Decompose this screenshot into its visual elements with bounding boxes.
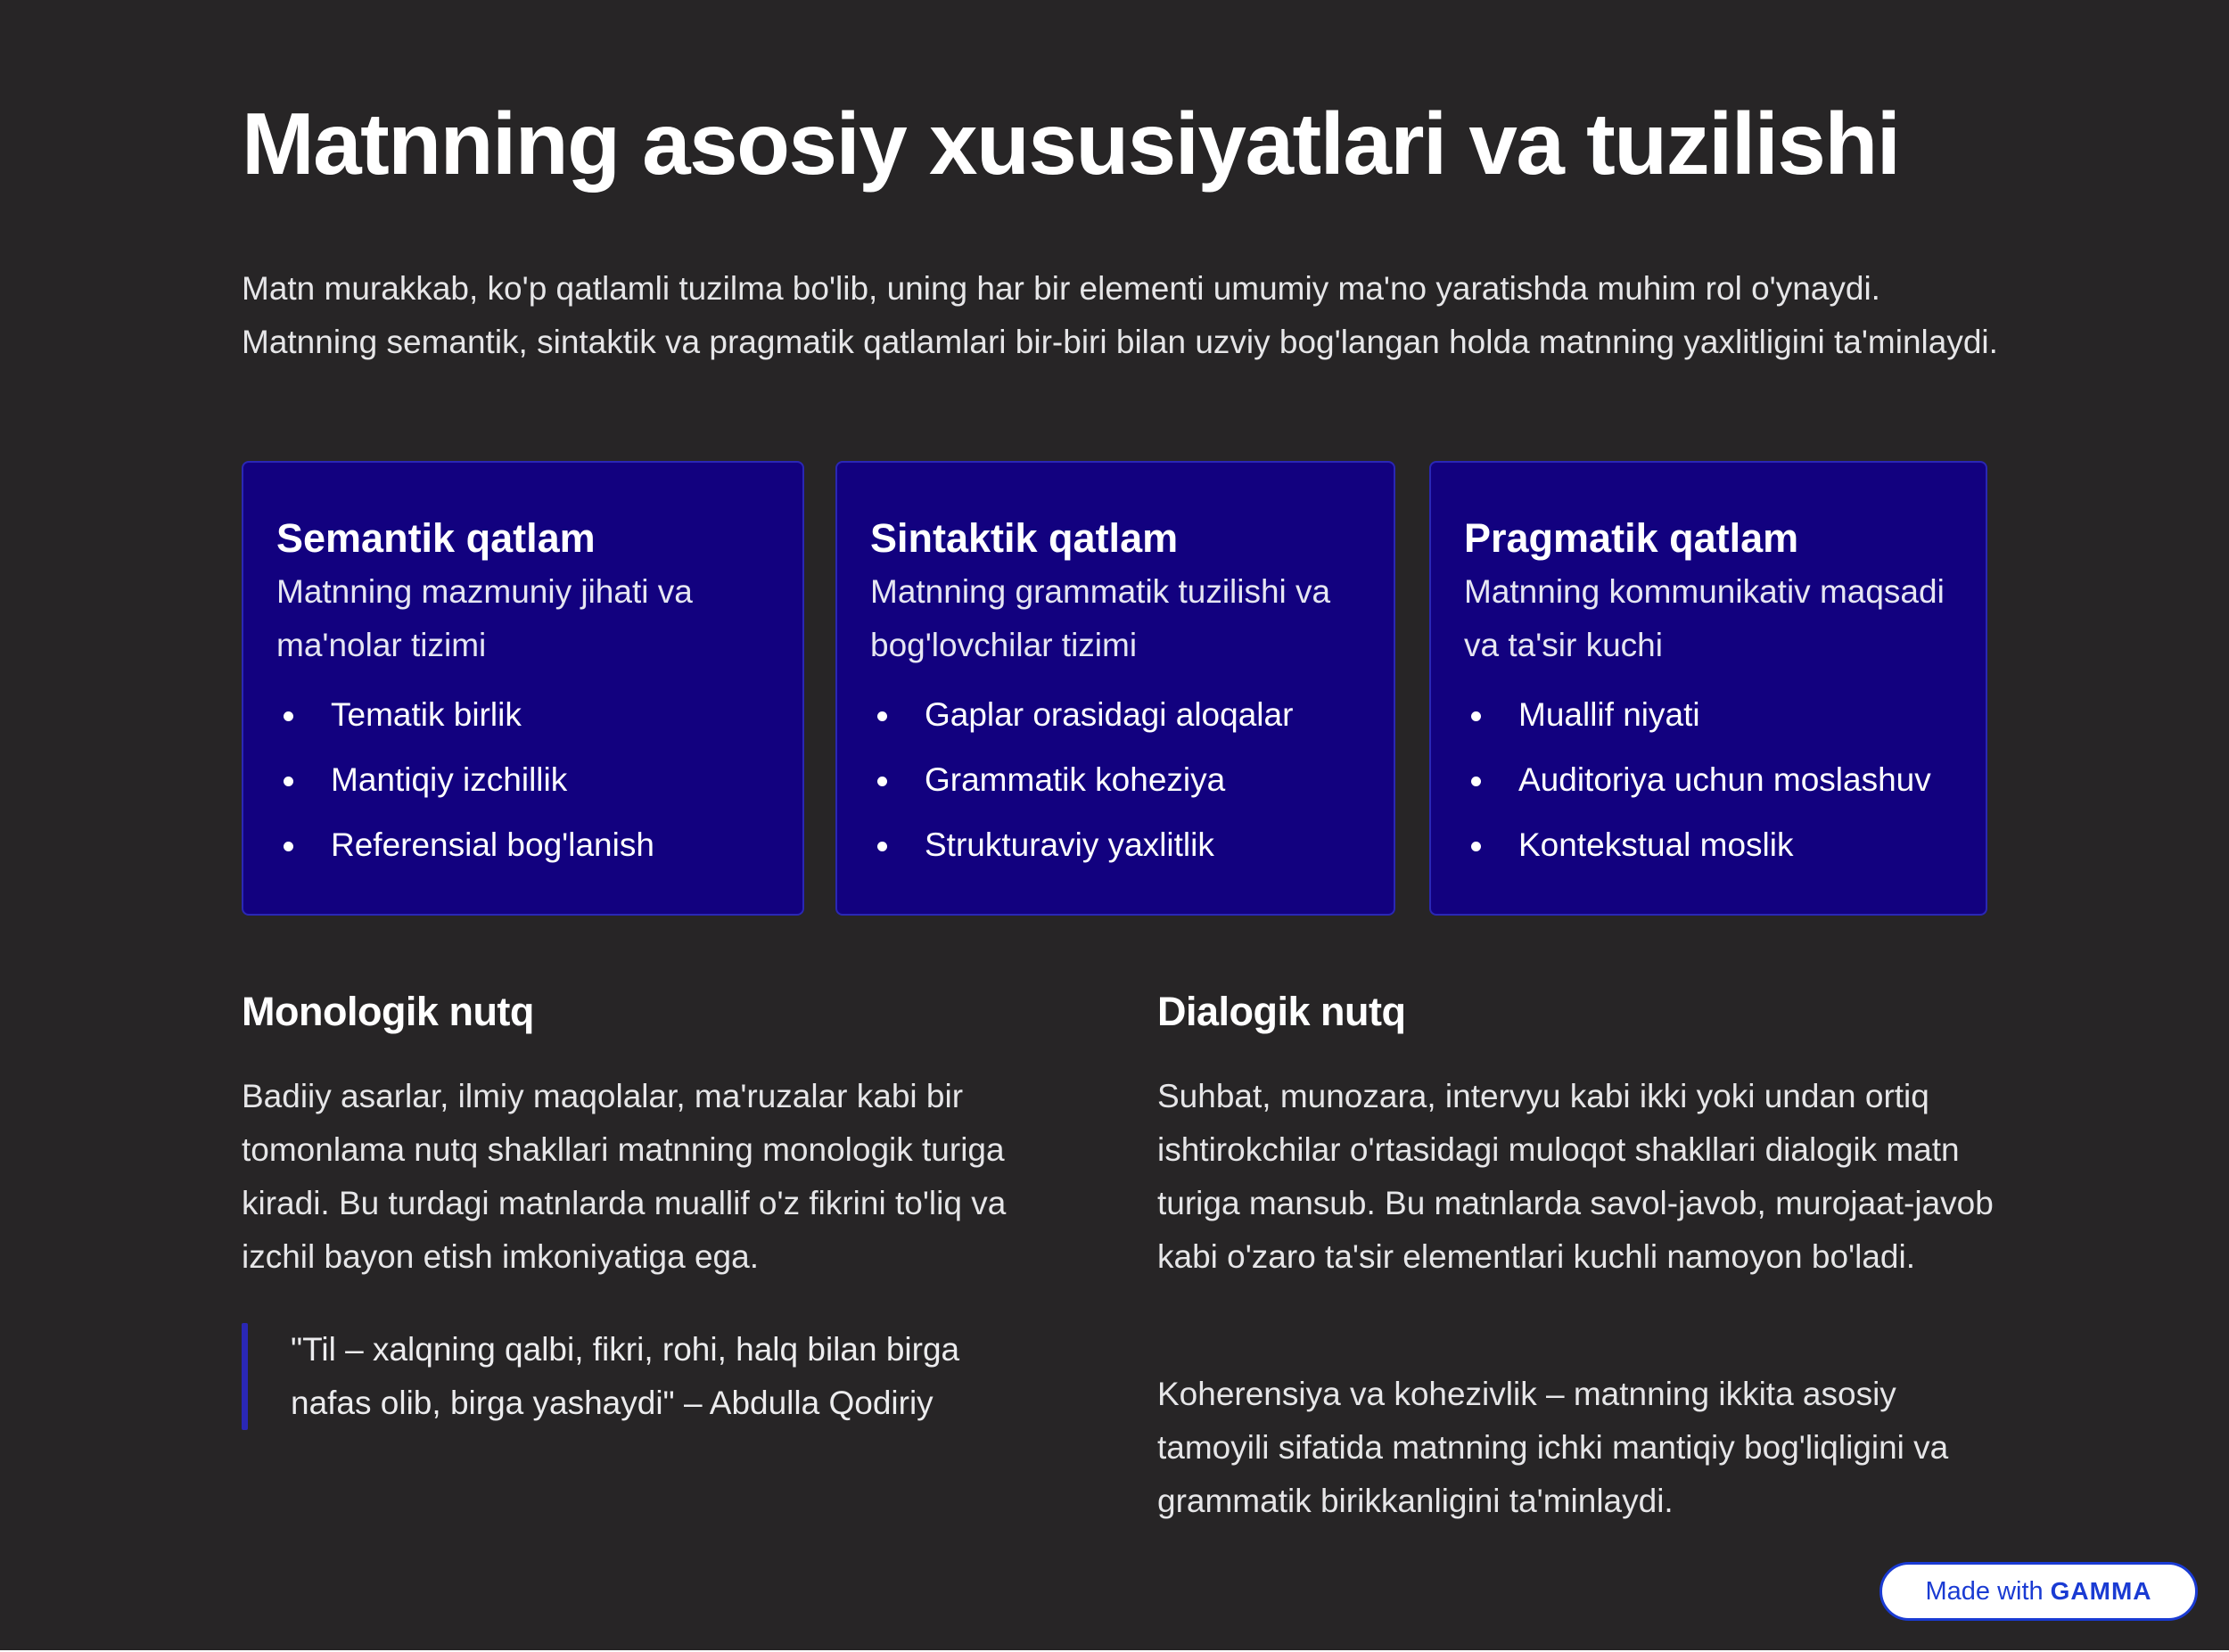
- card-description: Matnning mazmuniy jihati va ma'nolar tizimi: [276, 573, 693, 663]
- card-syntactic: [835, 461, 1395, 916]
- dialogic-paragraph-2: Koherensiya va kohezivlik – matnning ikkita asosiy tamoyili sifatida matnning ichki mantiqiy bog'liqligini va grammatik birikkanligini ta'minlaydi.: [1157, 1376, 1949, 1519]
- list-item-text: Gaplar orasidagi aloqalar: [925, 696, 1294, 733]
- made-with-gamma-badge[interactable]: [1879, 1562, 2198, 1621]
- quote-bar: [242, 1323, 248, 1430]
- list-item-text: Muallif niyati: [1518, 696, 1700, 733]
- list-item-text: Kontekstual moslik: [1518, 826, 1794, 863]
- bullet-icon: [877, 711, 887, 721]
- intro-paragraph: Matn murakkab, ko'p qatlamli tuzilma bo'lib, uning har bir elementi umumiy ma'no yaratishda muhim rol o'ynaydi. Matnning semantik, sintaktik va pragmatik qatlamlari bir-biri bilan uzviy bog'langan holda matnning yaxlitligini ta'minlaydi.: [242, 270, 1998, 360]
- card-title: Sintaktik qatlam: [870, 515, 1179, 561]
- card-description: Matnning kommunikativ maqsadi va ta'sir kuchi: [1464, 573, 1945, 663]
- dialogic-title: Dialogik nutq: [1157, 989, 1406, 1034]
- list-item-text: Referensial bog'lanish: [331, 826, 654, 863]
- bullet-icon: [284, 777, 293, 786]
- list-item-text: Tematik birlik: [331, 696, 522, 733]
- bullet-icon: [1471, 842, 1481, 851]
- bullet-icon: [877, 777, 887, 786]
- card-pragmatic: [1429, 461, 1987, 916]
- card-description: Matnning grammatik tuzilishi va bog'lovchilar tizimi: [870, 573, 1331, 663]
- gamma-logo: GAMMA: [2050, 1577, 2152, 1605]
- bullet-icon: [284, 711, 293, 721]
- bullet-icon: [1471, 711, 1481, 721]
- dialogic-paragraph: Suhbat, munozara, intervyu kabi ikki yoki undan ortiq ishtirokchilar o'rtasidagi muloqot shakllari dialogik matn turiga mansub. Bu matnlarda savol-javob, murojaat-javob kabi o'zaro ta'sir elementlari kuchli namoyon bo'ladi.: [1157, 1078, 1994, 1275]
- quote-text: "Til – xalqning qalbi, fikri, rohi, halq bilan birga nafas olib, birga yashaydi" – Abdulla Qodiriy: [291, 1331, 960, 1421]
- list-item-text: Strukturaviy yaxlitlik: [925, 826, 1214, 863]
- card-title: Semantik qatlam: [276, 515, 596, 561]
- monologic-paragraph: Badiiy asarlar, ilmiy maqolalar, ma'ruzalar kabi bir tomonlama nutq shakllari matnning monologik turiga kiradi. Bu turdagi matnlarda muallif o'z fikrini to'liq va izchil bayon etish imkoniyatiga ega.: [242, 1078, 1007, 1275]
- list-item-text: Auditoriya uchun moslashuv: [1518, 761, 1931, 798]
- page-title: Matnning asosiy xususiyatlari va tuzilishi: [242, 95, 1900, 193]
- monologic-title: Monologik nutq: [242, 989, 534, 1034]
- bullet-icon: [1471, 777, 1481, 786]
- card-title: Pragmatik qatlam: [1464, 515, 1799, 561]
- bullet-icon: [284, 842, 293, 851]
- blockquote: [242, 1323, 1062, 1430]
- card-semantic: [242, 461, 804, 916]
- bullet-icon: [877, 842, 887, 851]
- badge-prefix: Made with: [1925, 1576, 2044, 1606]
- list-item-text: Mantiqiy izchillik: [331, 761, 568, 798]
- list-item-text: Grammatik koheziya: [925, 761, 1226, 798]
